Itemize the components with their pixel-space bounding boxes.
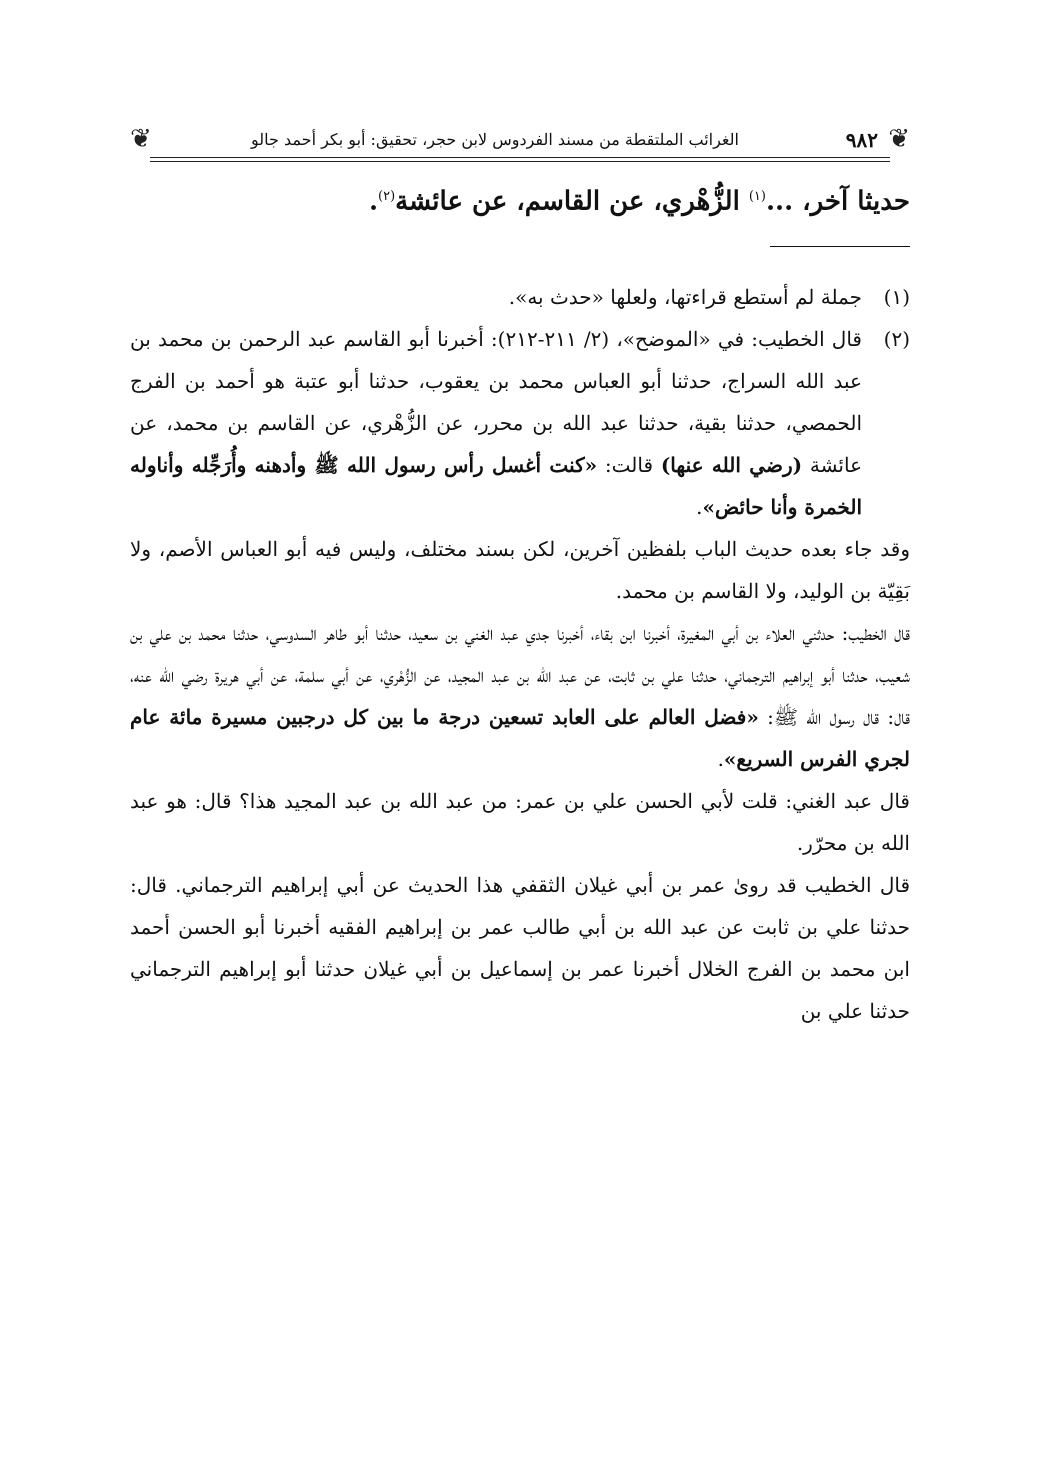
hadith-quote: «كنت أغسل رأس رسول الله ﷺ وأدهنه وأُرَجِّله وأناوله الخمرة وأنا حائض»: [130, 453, 862, 519]
footnote-number: (٢): [883, 327, 910, 351]
paragraph: قال عبد الغني: قلت لأبي الحسن علي بن عمر: من عبد الله بن عبد المجيد هذا؟ قال: هو عبد الله بن محرّر.: [130, 789, 910, 855]
footnote-ref: (١): [748, 189, 766, 204]
footnote-ref: (٢): [378, 189, 396, 204]
header-rule: [150, 157, 890, 158]
header-rule: [150, 161, 890, 162]
page-number: ٩٨٢: [845, 128, 878, 152]
footnote: [130, 276, 910, 318]
paragraph: قال الخطيب قد روىٰ عمر بن أبي غيلان الثقفي هذا الحديث عن أبي إبراهيم الترجماني. قال: حدثنا علي بن ثابت عن عبد الله بن أبي طالب عمر بن إبراهيم الفقيه أخبرنا أبو الحسن أحمد ابن محمد بن الفرج الخلال أخبرنا عمر بن إسماعيل بن أبي غيلان حدثنا أبو إبراهيم الترجماني حدثنا علي بن: [130, 873, 910, 1023]
footnote: [130, 318, 910, 528]
footnotes-section: [130, 276, 910, 1032]
hadith-quote: «فضل العالم على العابد تسعين درجة ما بين كل درجبين مسيرة مائة عام لجري الفرس السريع»: [130, 705, 910, 771]
footnote-number: (١): [883, 285, 910, 309]
footnote-text: قال الخطيب: في «الموضح»، (٢/ ٢١١-٢١٢): أخبرنا أبو القاسم عبد الرحمن بن محمد بن عبد الله السراج، حدثنا أبو العباس محمد بن يعقوب، حدثنا أبو عتبة هو أحمد بن الفرج الحمصي، حدثنا بقية، حدثنا عبد الله بن محرر، عن الزُّهْري، عن القاسم بن محمد، عن عائشة (رضي الله عنها) قالت: «كنت أغسل رأس رسول الله ﷺ وأدهنه وأُرَجِّله وأناوله الخمرة وأنا حائض».: [130, 327, 863, 519]
floral-ornament-icon: ❦: [888, 124, 910, 154]
paragraph: قال الخطيب: حدثني العلاء بن أبي المغيرة، أخبرنا ابن بقاء، أخبرنا جدي عبد الغني بن سعيد، حدثنا أبو طاهر السدوسي، حدثنا محمد بن علي بن شعيب، حدثنا أبو إبراهيم الترجماني، حدثنا علي بن ثابت، عن عبد الله بن عبد المجيد، عن الزُّهْري، عن أبي سلمة، عن أبي هريرة رضي الله عنه، قال: قال رسول الله ﷺ: «فضل العالم على العابد تسعين درجة ما بين كل درجبين مسيرة مائة عام لجري الفرس السريع».: [130, 621, 910, 771]
paragraph: وقد جاء بعده حديث الباب بلفظين آخرين، لكن بسند مختلف، وليس فيه أبو العباس الأصم، ولا بَقِيّة بن الوليد، ولا القاسم بن محمد.: [130, 537, 910, 603]
footnote-text: جملة لم أستطع قراءتها، ولعلها «حدث به».: [508, 285, 862, 309]
page-header: [130, 120, 910, 160]
running-title: الغرائب الملتقطة من مسند الفردوس لابن حجر، تحقيق: أبو بكر أحمد جالو: [251, 130, 739, 149]
main-text: حديثا آخر، ...$^{(١)}$ الزُّهْري، عن القاسم، عن عائشة$^{(٢)}$.: [368, 186, 910, 217]
floral-ornament-icon: ❦: [130, 124, 152, 154]
footnote-separator: [770, 246, 910, 247]
